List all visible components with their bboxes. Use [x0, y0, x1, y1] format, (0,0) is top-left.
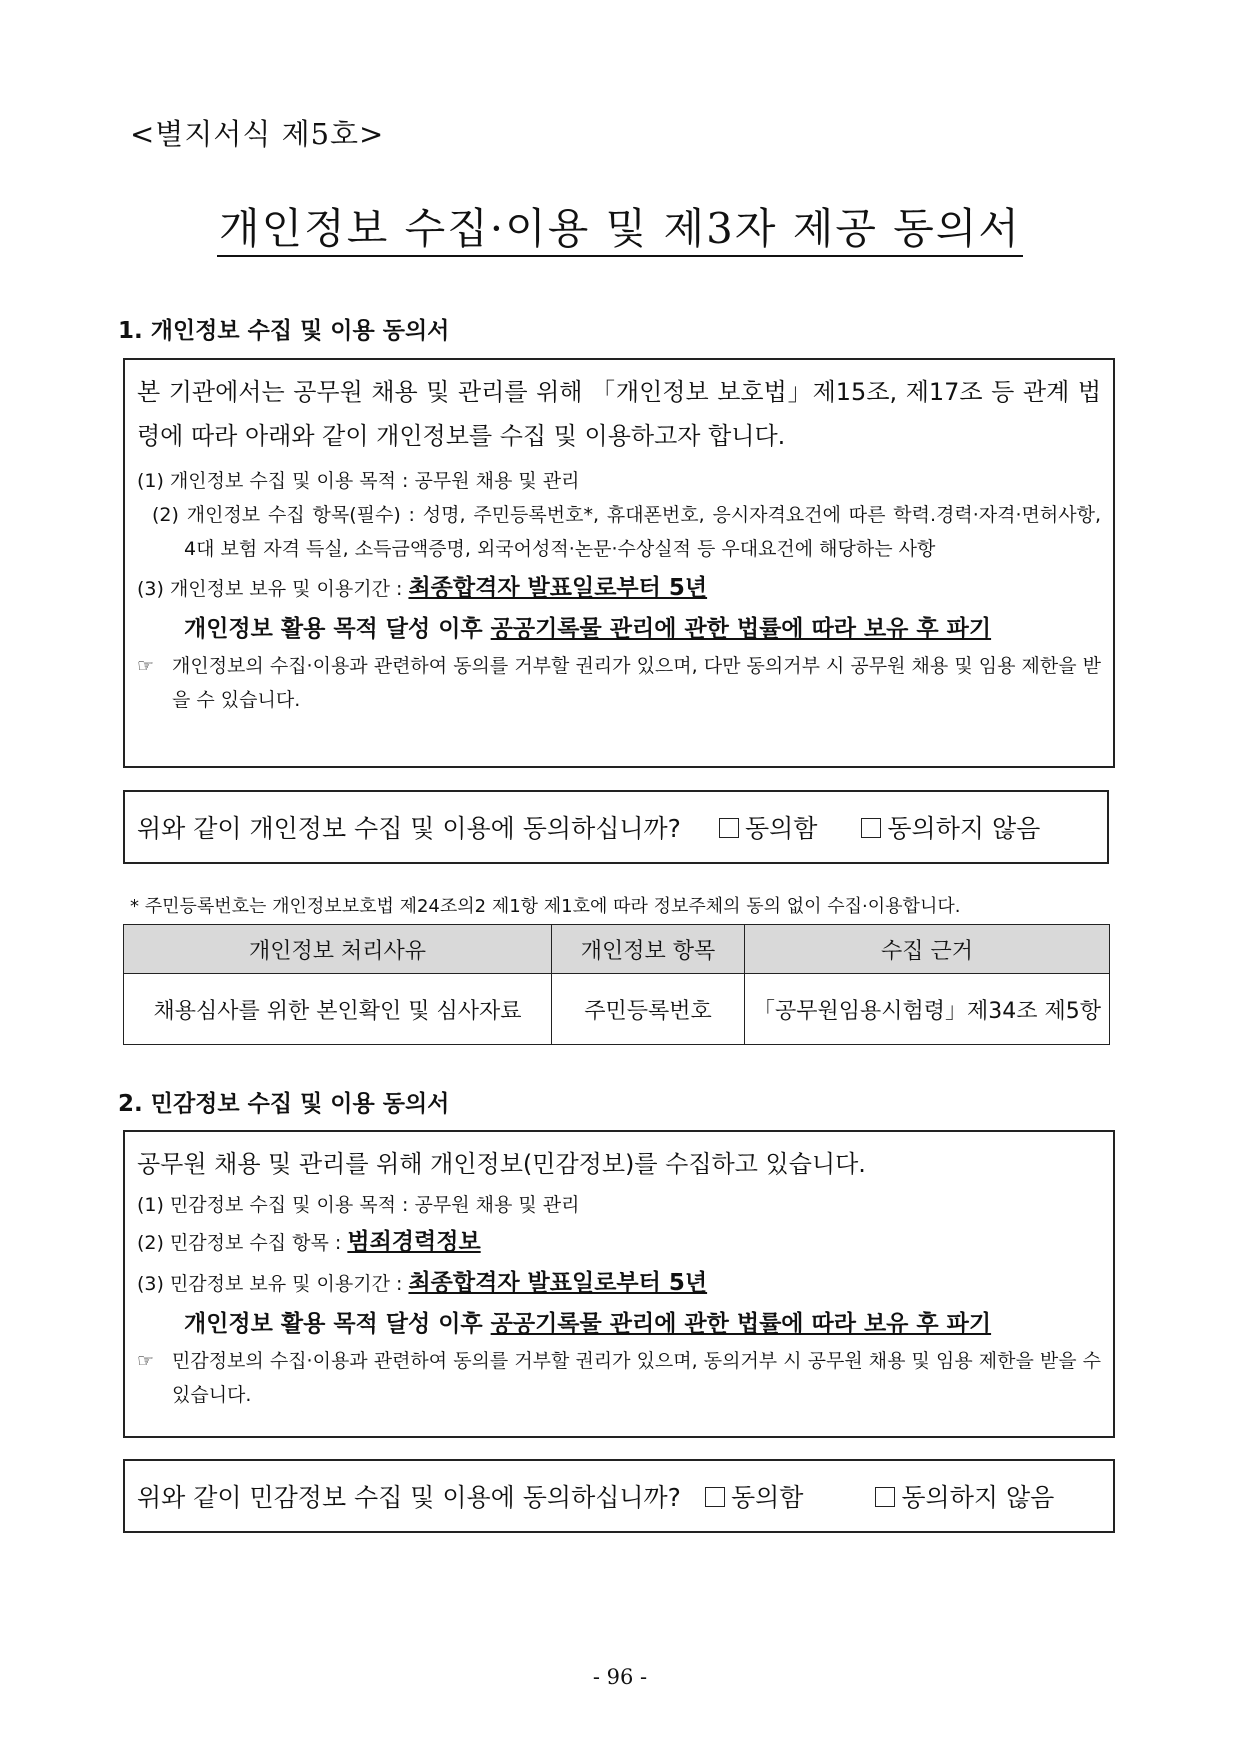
- consent2-disagree-checkbox[interactable]: [875, 1487, 895, 1507]
- section2-notice-text: 민감정보의 수집·이용과 관련하여 동의를 거부할 권리가 있으며, 동의거부 시 공무원 채용 및 임용 제한을 받을 수 있습니다.: [172, 1350, 1101, 1406]
- section1-notice: [137, 649, 1101, 717]
- table-header-row: [124, 925, 1110, 974]
- section1-retention: [137, 609, 1101, 649]
- section2-item3-value: 최종합격자 발표일로부터 5년: [408, 1270, 708, 1296]
- section2-item1: (1) 민감정보 수집 및 이용 목적 : 공무원 채용 및 관리: [137, 1194, 580, 1216]
- table-cell: 「공무원임용시험령」제34조 제5항: [745, 974, 1110, 1045]
- section2-box: [123, 1130, 1115, 1438]
- table-header: 개인정보 항목: [552, 925, 745, 974]
- section2-item2: [137, 1222, 1101, 1263]
- consent1-box: [123, 790, 1109, 864]
- section2-heading: 2. 민감정보 수집 및 이용 동의서: [118, 1091, 450, 1117]
- consent2-box: [123, 1459, 1115, 1533]
- section1-item3-label: (3) 개인정보 보유 및 이용기간 :: [137, 578, 409, 600]
- table-cell: 주민등록번호: [552, 974, 745, 1045]
- section1-box: [123, 358, 1115, 768]
- consent1-agree-option[interactable]: [719, 809, 817, 845]
- section2-intro: 공무원 채용 및 관리를 위해 개인정보(민감정보)를 수집하고 있습니다.: [137, 1150, 866, 1178]
- pointing-hand-icon: ☞: [137, 1350, 155, 1372]
- section1-notice-text: 개인정보의 수집·이용과 관련하여 동의를 거부할 권리가 있으며, 다만 동의거부 시 공무원 채용 및 임용 제한을 받을 수 있습니다.: [172, 655, 1101, 711]
- table-header: 개인정보 처리사유: [124, 925, 552, 974]
- section2-retention: [137, 1304, 1101, 1344]
- section2-item2-label: (2) 민감정보 수집 항목 :: [137, 1232, 348, 1254]
- consent2-agree-option[interactable]: [705, 1478, 803, 1514]
- consent2-agree-checkbox[interactable]: [705, 1487, 725, 1507]
- document-title-text: 개인정보 수집·이용 및 제3자 제공 동의서: [217, 204, 1023, 257]
- consent2-agree-label: 동의함: [730, 1483, 804, 1512]
- section1-intro: 본 기관에서는 공무원 채용 및 관리를 위해 「개인정보 보호법」제15조, 제17조 등 관계 법령에 따라 아래와 같이 개인정보를 수집 및 이용하고자 합니다.: [137, 378, 1101, 450]
- section1-retention-prefix: 개인정보 활용 목적 달성 이후: [184, 616, 491, 642]
- table-row: [124, 974, 1110, 1045]
- consent1-agree-label: 동의함: [744, 814, 818, 843]
- processing-basis-table: [123, 924, 1110, 1045]
- section2-retention-underlined: 공공기록물 관리에 관한 법률에 따라 보유 후 파기: [490, 1311, 992, 1337]
- section1-item3: [137, 568, 1101, 609]
- consent1-agree-checkbox[interactable]: [719, 818, 739, 838]
- consent1-disagree-label: 동의하지 않음: [887, 814, 1041, 843]
- consent1-disagree-checkbox[interactable]: [861, 818, 881, 838]
- resident-number-footnote: * 주민등록번호는 개인정보보호법 제24조의2 제1항 제1호에 따라 정보주체의 동의 없이 수집·이용합니다.: [130, 896, 961, 917]
- section1-heading: 1. 개인정보 수집 및 이용 동의서: [118, 318, 450, 344]
- page-number: - 96 -: [592, 1665, 648, 1689]
- form-number: <별지서식 제5호>: [130, 117, 385, 151]
- document-title: [0, 196, 1240, 256]
- section2-item2-value: 범죄경력정보: [347, 1229, 481, 1255]
- consent2-question: 위와 같이 민감정보 수집 및 이용에 동의하십니까?: [137, 1483, 681, 1512]
- table-cell: 채용심사를 위한 본인확인 및 심사자료: [124, 974, 552, 1045]
- section1-item1: (1) 개인정보 수집 및 이용 목적 : 공무원 채용 및 관리: [137, 470, 580, 492]
- section1-item3-value: 최종합격자 발표일로부터 5년: [408, 575, 708, 601]
- section2-item3: [137, 1263, 1101, 1304]
- section2-notice: [137, 1344, 1101, 1412]
- consent2-disagree-option[interactable]: [875, 1478, 1054, 1514]
- section2-item3-label: (3) 민감정보 보유 및 이용기간 :: [137, 1273, 409, 1295]
- section1-item2: (2) 개인정보 수집 항목(필수) : 성명, 주민등록번호*, 휴대폰번호, 응시자격요건에 따른 학력.경력·자격·면허사항, 4대 보험 자격 득실, 소득금액증명, 외국어성적·논문·수상실적 등 우대요건에 해당하는 사항: [152, 504, 1101, 560]
- consent1-question: 위와 같이 개인정보 수집 및 이용에 동의하십니까?: [137, 814, 681, 843]
- consent2-disagree-label: 동의하지 않음: [901, 1483, 1055, 1512]
- section2-retention-prefix: 개인정보 활용 목적 달성 이후: [184, 1311, 491, 1337]
- section1-retention-underlined: 공공기록물 관리에 관한 법률에 따라 보유 후 파기: [490, 616, 992, 642]
- consent1-disagree-option[interactable]: [861, 809, 1040, 845]
- pointing-hand-icon: ☞: [137, 655, 155, 677]
- table-header: 수집 근거: [745, 925, 1110, 974]
